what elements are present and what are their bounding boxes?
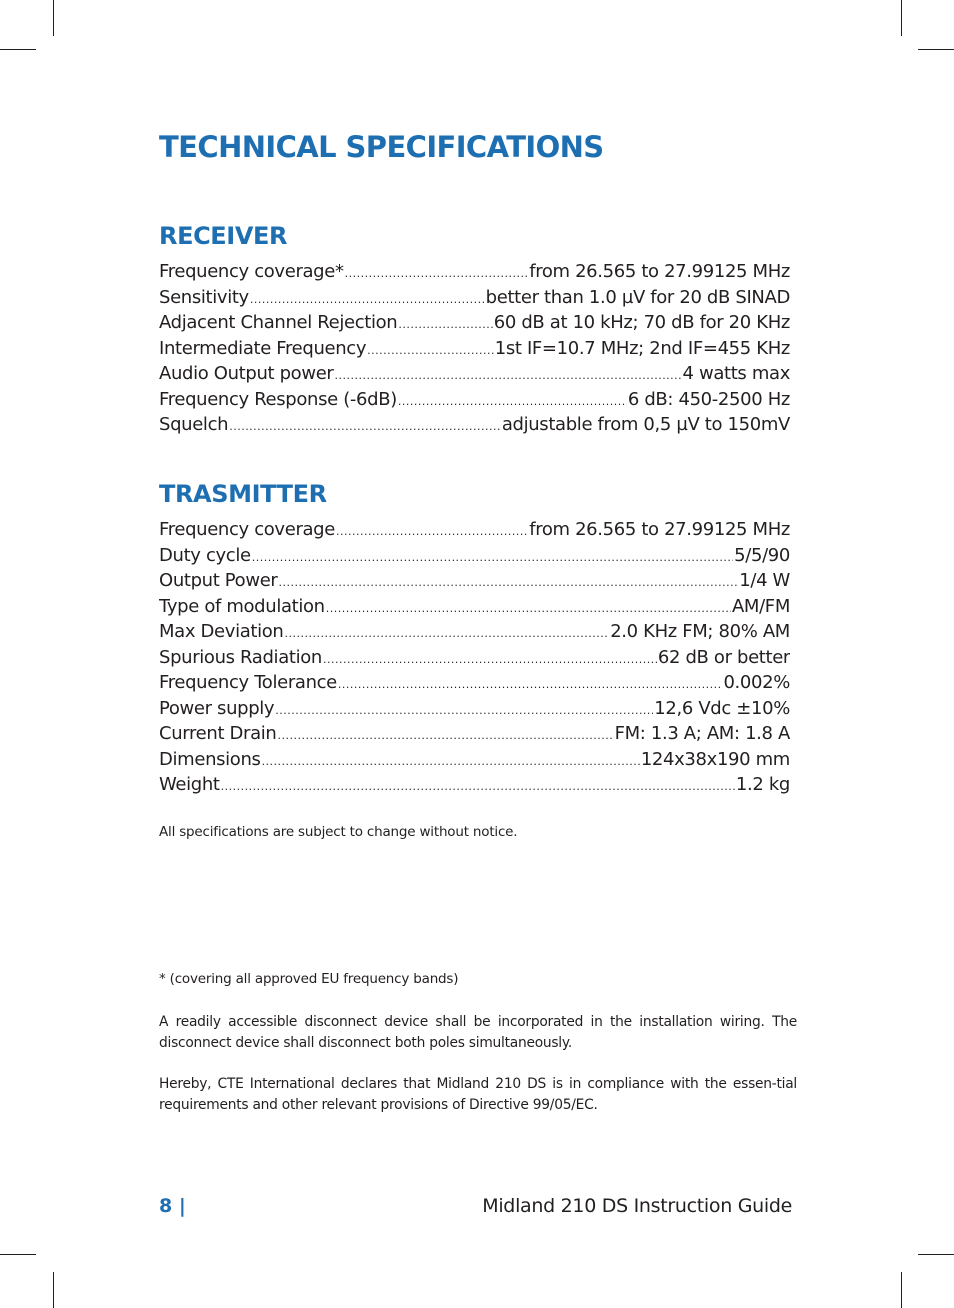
spec-label: Current Drain bbox=[159, 723, 277, 744]
receiver-heading: RECEIVER bbox=[159, 222, 288, 250]
spec-label: Squelch bbox=[159, 414, 229, 435]
spec-row bbox=[159, 672, 790, 698]
page-title: TECHNICAL SPECIFICATIONS bbox=[159, 130, 604, 164]
spec-value: better than 1.0 µV for 20 dB SINAD bbox=[485, 286, 790, 308]
spec-label: Weight bbox=[159, 774, 220, 795]
transmitter-spec-list bbox=[159, 519, 790, 800]
spec-label: Max Deviation bbox=[159, 621, 284, 642]
dot-leader bbox=[229, 420, 501, 433]
spec-row bbox=[159, 545, 790, 571]
crop-mark bbox=[901, 1272, 902, 1308]
crop-mark bbox=[53, 0, 54, 36]
spec-label: Intermediate Frequency bbox=[159, 337, 367, 359]
spec-label: Frequency Tolerance bbox=[159, 672, 337, 693]
crop-mark bbox=[53, 1272, 54, 1308]
spec-label: Output Power bbox=[159, 570, 278, 591]
spec-row bbox=[159, 723, 790, 749]
spec-row bbox=[159, 389, 790, 415]
dot-leader bbox=[398, 318, 492, 331]
crop-mark bbox=[0, 1254, 36, 1255]
spec-value: 5/5/90 bbox=[734, 544, 790, 566]
disconnect-notice: A readily accessible disconnect device shall be incorporated in the installation wiring. The disconnect device shall disconnect both poles simultaneously. bbox=[159, 1014, 797, 1051]
dot-leader bbox=[252, 551, 733, 564]
spec-row bbox=[159, 287, 790, 313]
dot-leader bbox=[275, 704, 653, 717]
specifications-notice: All specifications are subject to change without notice. bbox=[159, 824, 518, 840]
spec-value: 12,6 Vdc ±10% bbox=[654, 697, 790, 719]
spec-value: 60 dB at 10 kHz; 70 dB for 20 KHz bbox=[493, 312, 790, 333]
spec-value: 2.0 KHz FM; 80% AM bbox=[610, 621, 790, 642]
spec-label: Frequency coverage* bbox=[159, 261, 344, 282]
spec-row bbox=[159, 749, 790, 775]
spec-row bbox=[159, 621, 790, 647]
frequency-footnote: * (covering all approved EU frequency bands) bbox=[159, 971, 459, 987]
spec-value: 1.2 kg bbox=[735, 774, 790, 795]
spec-value: 4 watts max bbox=[682, 363, 790, 384]
spec-label: Frequency coverage bbox=[159, 519, 335, 540]
dot-leader bbox=[326, 602, 731, 615]
spec-value: from 26.565 to 27.99125 MHz bbox=[529, 261, 790, 282]
spec-value: 1st IF=10.7 MHz; 2nd IF=455 KHz bbox=[494, 337, 790, 359]
crop-mark bbox=[918, 1254, 954, 1255]
spec-row bbox=[159, 570, 790, 596]
crop-mark bbox=[901, 0, 902, 36]
spec-row bbox=[159, 261, 790, 287]
guide-title: Midland 210 DS Instruction Guide bbox=[482, 1195, 792, 1217]
dot-leader bbox=[250, 293, 485, 306]
spec-value: 0.002% bbox=[723, 672, 790, 693]
spec-label: Duty cycle bbox=[159, 544, 251, 566]
spec-label: Sensitivity bbox=[159, 286, 249, 308]
dot-leader bbox=[367, 344, 494, 357]
spec-row bbox=[159, 519, 790, 545]
spec-value: 124x38x190 mm bbox=[640, 748, 790, 770]
spec-label: Audio Output power bbox=[159, 363, 334, 384]
page-number: 8 | bbox=[159, 1195, 186, 1217]
dot-leader bbox=[323, 653, 657, 666]
spec-value: 1/4 W bbox=[739, 570, 790, 591]
transmitter-heading: TRASMITTER bbox=[159, 480, 327, 508]
spec-label: Type of modulation bbox=[159, 595, 325, 617]
spec-row bbox=[159, 647, 790, 673]
spec-row bbox=[159, 596, 790, 622]
spec-value: adjustable from 0,5 µV to 150mV bbox=[501, 414, 790, 435]
crop-mark bbox=[0, 49, 36, 50]
spec-value: FM: 1.3 A; AM: 1.8 A bbox=[614, 723, 790, 744]
dot-leader bbox=[284, 627, 609, 640]
spec-value: 62 dB or better bbox=[657, 646, 790, 668]
dot-leader bbox=[221, 780, 735, 793]
dot-leader bbox=[336, 525, 528, 538]
dot-leader bbox=[334, 369, 681, 382]
spec-row bbox=[159, 414, 790, 440]
spec-label: Power supply bbox=[159, 697, 275, 719]
receiver-spec-list bbox=[159, 261, 790, 440]
spec-value: from 26.565 to 27.99125 MHz bbox=[529, 519, 790, 540]
dot-leader bbox=[398, 395, 627, 408]
compliance-statement: Hereby, CTE International declares that Midland 210 DS is in compliance with the essen-tial requirements and other relevant provisions of Directive 99/05/EC. bbox=[159, 1076, 797, 1113]
spec-label: Adjacent Channel Rejection bbox=[159, 312, 398, 333]
spec-row bbox=[159, 363, 790, 389]
dot-leader bbox=[262, 755, 640, 768]
spec-row bbox=[159, 312, 790, 338]
crop-mark bbox=[918, 49, 954, 50]
dot-leader bbox=[278, 576, 738, 589]
spec-label: Dimensions bbox=[159, 748, 261, 770]
spec-value: 6 dB: 450-2500 Hz bbox=[627, 388, 790, 410]
spec-label: Spurious Radiation bbox=[159, 646, 322, 668]
spec-label: Frequency Response (-6dB) bbox=[159, 388, 397, 410]
spec-row bbox=[159, 698, 790, 724]
spec-value: AM/FM bbox=[731, 595, 790, 617]
dot-leader bbox=[345, 267, 529, 280]
dot-leader bbox=[338, 678, 723, 691]
spec-row bbox=[159, 774, 790, 800]
spec-row bbox=[159, 338, 790, 364]
dot-leader bbox=[277, 729, 613, 742]
